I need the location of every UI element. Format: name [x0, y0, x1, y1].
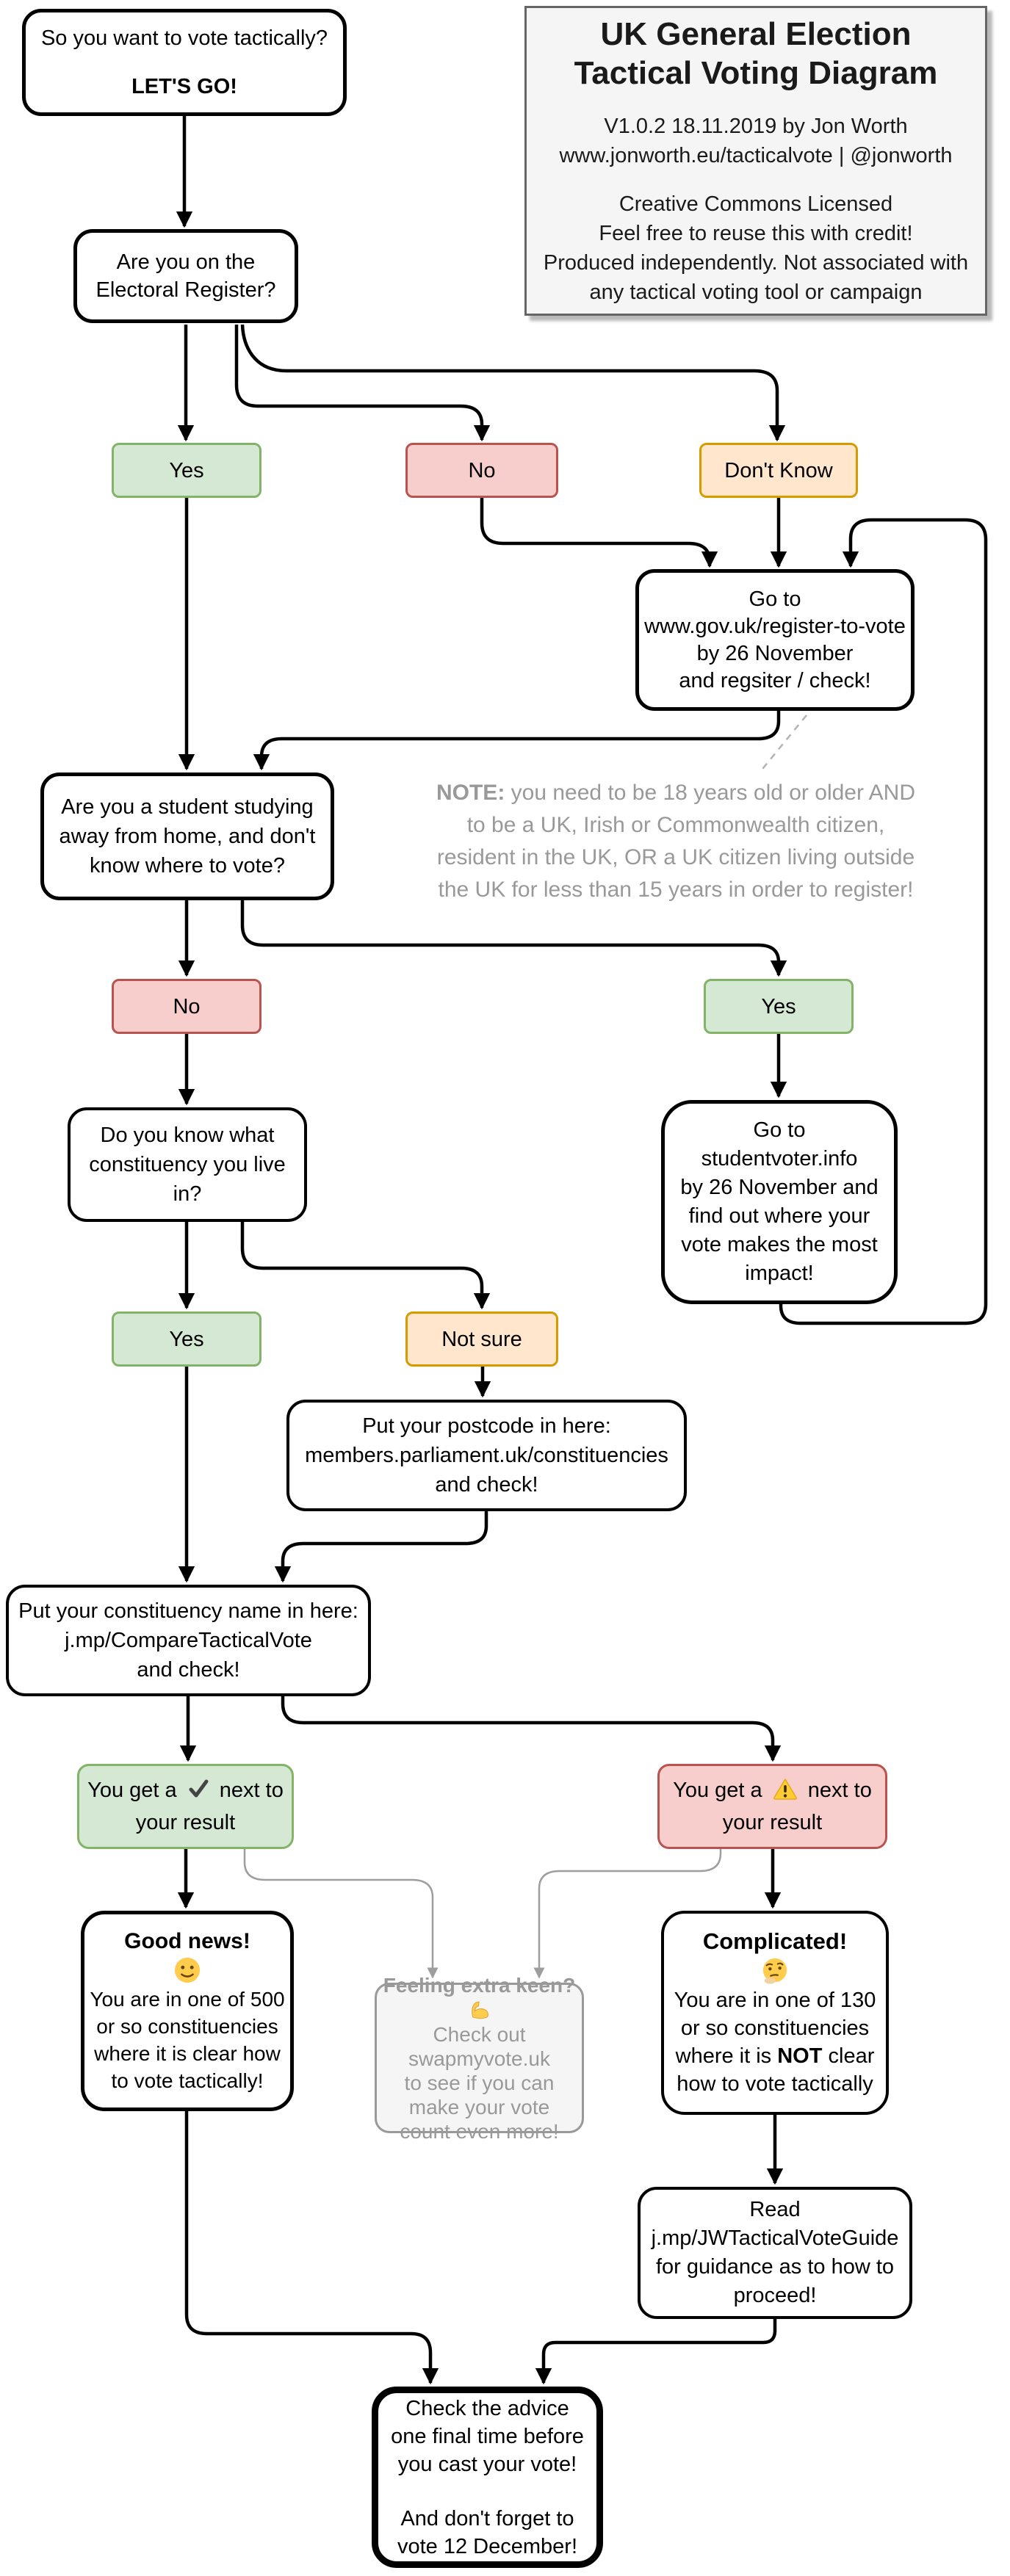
final-node [372, 2387, 603, 2568]
result-text: next to [213, 1779, 284, 1802]
start-lets-go: LET'S GO! [131, 75, 237, 98]
result-text: next to [801, 1779, 872, 1802]
register-question-node [73, 229, 298, 323]
license-line: any tactical voting tool or campaign [589, 281, 923, 304]
complicated-node [661, 1911, 889, 2115]
license-line: Feel free to reuse this with credit! [599, 222, 913, 245]
diagram-title-line2: Tactical Voting Diagram [574, 55, 938, 91]
no-label: No [173, 994, 201, 1019]
no-label: No [468, 458, 496, 482]
read-guide-line: proceed! [733, 2284, 817, 2307]
register-dontknow-node [699, 443, 858, 498]
student-no-node [112, 979, 261, 1034]
read-guide-node [638, 2187, 912, 2319]
result-text: You get a [673, 1779, 768, 1802]
edge-student-yes [242, 900, 779, 975]
studentvoter-line: Go to [753, 1118, 806, 1142]
complicated-line: or so constituencies [680, 2016, 870, 2040]
studentvoter-url: studentvoter.info [701, 1147, 858, 1171]
result-warning-node [657, 1764, 887, 1849]
final-line: vote 12 December! [397, 2534, 577, 2558]
final-line: Check the advice [405, 2396, 569, 2420]
version-text: V1.0.2 18.11.2019 by Jon Worth [604, 115, 908, 138]
constituency-question-node [68, 1107, 307, 1222]
result-tick-line1 [87, 1776, 284, 1808]
goto-register-node [635, 569, 915, 711]
yes-label: Yes [761, 994, 796, 1019]
register-question-line: Electoral Register? [95, 278, 276, 302]
note-dashed-connector [760, 715, 807, 773]
keen-line: Check out [433, 2022, 526, 2046]
read-guide-line: Read [749, 2198, 801, 2221]
result-text: You get a [87, 1779, 183, 1802]
constituency-question-line: constituency you live [89, 1153, 286, 1176]
warning-icon [773, 1778, 798, 1808]
good-news-line: or so constituencies [96, 2015, 278, 2038]
complicated-line: where it is NOT clear [675, 2044, 875, 2068]
note-line-text: you need to be 18 years old or older AND [505, 781, 915, 805]
constituency-name-line: and check! [137, 1658, 240, 1682]
student-question-line: Are you a student studying [61, 795, 314, 819]
constituency-notsure-node [405, 1311, 558, 1367]
register-no-node [405, 443, 558, 498]
student-question-line: away from home, and don't [59, 825, 316, 848]
goto-register-line: by 26 November [696, 641, 854, 665]
postcode-line: Put your postcode in here: [362, 1414, 611, 1438]
keen-node [375, 1973, 584, 2143]
student-question-line: know where to vote? [90, 854, 285, 878]
read-guide-url: j.mp/JWTacticalVoteGuide [651, 2226, 899, 2250]
keen-url: swapmyvote.uk [408, 2047, 550, 2070]
note-line: the UK for less than 15 years in order to register! [438, 878, 914, 902]
thinking-face-icon [761, 1957, 789, 1985]
read-guide-line: for guidance as to how to [655, 2255, 895, 2279]
student-question-node [40, 773, 334, 900]
yes-label: Yes [169, 458, 204, 482]
postcode-node [286, 1400, 687, 1511]
goto-register-line: Go to [749, 587, 801, 611]
edge-readguide-final [544, 2319, 775, 2383]
studentvoter-line: by 26 November and [680, 1176, 879, 1199]
student-yes-node [704, 979, 854, 1034]
postcode-line: and check! [435, 1473, 538, 1497]
check-icon [187, 1778, 209, 1808]
register-question-line: Are you on the [116, 250, 256, 274]
constituency-name-node [6, 1585, 371, 1696]
result-text: your result [135, 1811, 236, 1834]
edge-register-dontknow [242, 325, 777, 440]
dont-know-label: Don't Know [724, 458, 833, 482]
register-yes-node [112, 443, 261, 498]
good-news-line: You are in one of 500 [90, 1988, 285, 2011]
studentvoter-node [661, 1100, 898, 1304]
goto-register-url: www.gov.uk/register-to-vote [644, 614, 906, 638]
note-label: NOTE: [436, 781, 505, 805]
good-news-line: to vote tactically! [111, 2069, 264, 2092]
start-line: So you want to vote tactically? [40, 26, 328, 50]
good-news-line: where it is clear how [94, 2042, 281, 2065]
goto-register-line: and regsiter / check! [679, 668, 871, 692]
keen-heading: Feeling extra keen? [383, 1973, 576, 1997]
constituency-yes-node [112, 1311, 261, 1367]
title-panel [524, 6, 987, 316]
final-line: you cast your vote! [397, 2452, 577, 2476]
author-links-text: www.jonworth.eu/tacticalvote | @jonworth [559, 144, 953, 167]
edge-constituencyname-warning [283, 1696, 773, 1760]
good-news-heading: Good news! [124, 1929, 250, 1953]
constituency-question-line: in? [173, 1182, 202, 1206]
postcode-url: members.parliament.uk/constituencies [305, 1444, 668, 1467]
not-sure-label: Not sure [441, 1327, 522, 1351]
flexed-biceps-icon [469, 1999, 491, 2021]
yes-label: Yes [169, 1327, 204, 1351]
diagram-title-line1: UK General Election [600, 16, 912, 52]
license-line: Creative Commons Licensed [618, 192, 893, 216]
registration-note [419, 777, 933, 906]
edge-goodnews-final [187, 2111, 430, 2383]
studentvoter-line: find out where your [688, 1204, 870, 1228]
not-emphasis: NOT [777, 2044, 823, 2068]
keen-line: to see if you can [404, 2071, 555, 2094]
complicated-heading: Complicated! [702, 1928, 848, 1954]
edge-goto-student [261, 711, 779, 769]
edge-constituencyq-notsure [242, 1222, 482, 1308]
result-tick-node [77, 1764, 294, 1849]
edge-no-goto [482, 498, 710, 566]
constituency-question-line: Do you know what [100, 1124, 275, 1147]
edge-postcode-constituencyname [283, 1511, 486, 1581]
complicated-line: how to vote tactically [677, 2072, 873, 2096]
note-line: to be a UK, Irish or Commonwealth citizen, [466, 813, 885, 837]
studentvoter-line: vote makes the most [681, 1233, 878, 1256]
studentvoter-line: impact! [745, 1262, 814, 1285]
note-line: resident in the UK, OR a UK citizen living outside [436, 845, 915, 869]
final-line: And don't forget to [400, 2506, 574, 2530]
license-line: Produced independently. Not associated with [543, 251, 969, 275]
note-line [419, 777, 933, 809]
constituency-name-url: j.mp/CompareTacticalVote [65, 1629, 312, 1652]
keen-line: make your vote [408, 2095, 550, 2119]
result-text: your result [722, 1811, 823, 1834]
constituency-name-line: Put your constituency name in here: [18, 1599, 358, 1623]
final-line: one final time before [391, 2424, 584, 2448]
complicated-line: You are in one of 130 [674, 1989, 876, 2012]
result-warning-line1 [673, 1776, 872, 1808]
keen-line: count even more! [400, 2119, 559, 2143]
start-node [22, 9, 347, 116]
good-news-node [81, 1911, 294, 2111]
edge-register-no [237, 325, 482, 440]
slightly-smiling-face-icon [173, 1956, 201, 1984]
